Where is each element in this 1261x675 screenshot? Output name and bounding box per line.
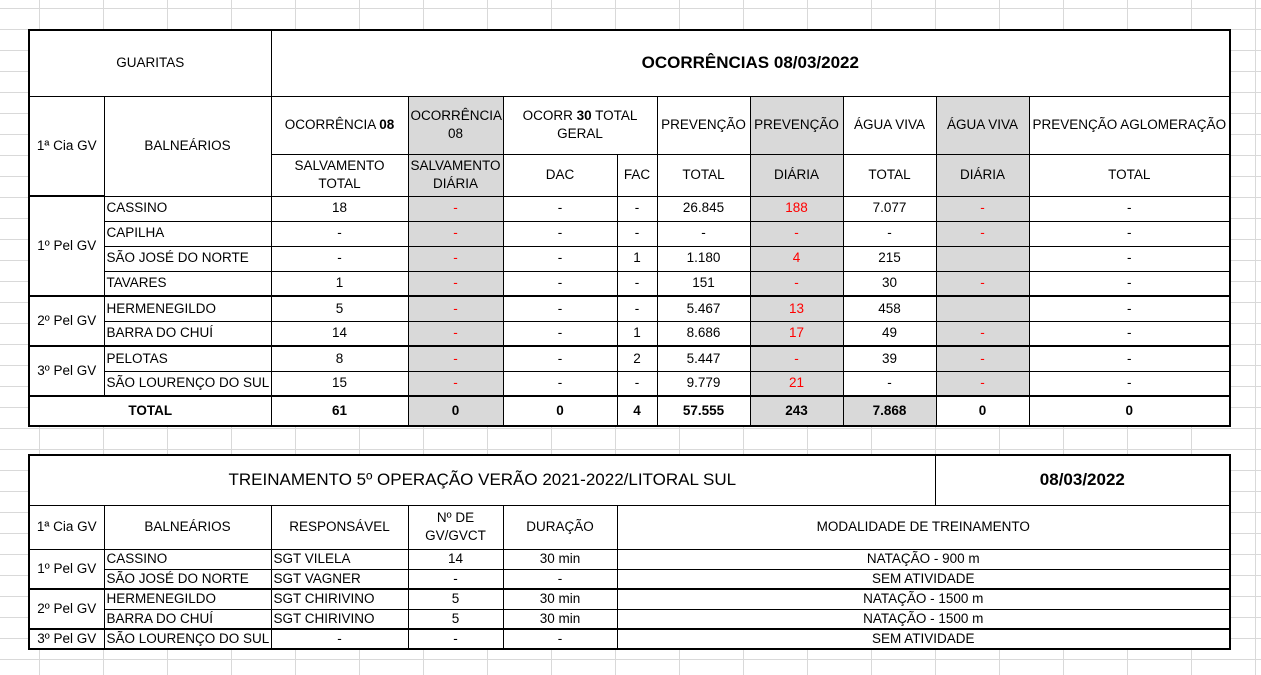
agua-viva-daily-header: ÁGUA VIVA <box>936 96 1029 154</box>
salvamento-diaria: - <box>408 271 503 296</box>
agua-viva-diaria: - <box>936 321 1029 346</box>
duracao-value: - <box>503 569 617 589</box>
fac-value: 1 <box>617 246 657 271</box>
responsavel-value: SGT VAGNER <box>271 569 408 589</box>
total-label: TOTAL <box>29 396 271 426</box>
prevencao-total: 5.447 <box>657 346 750 371</box>
aglomeracao-total: - <box>1029 196 1230 221</box>
pel-label: 1º Pel GV <box>29 196 104 296</box>
beach-name: HERMENEGILDO <box>104 296 271 321</box>
agua-viva-total: - <box>843 371 936 396</box>
modalidade-value: NATAÇÃO - 1500 m <box>617 609 1230 629</box>
occurrences-table <box>28 29 1231 427</box>
modalidade-value: NATAÇÃO - 900 m <box>617 549 1230 569</box>
duracao-value: - <box>503 629 617 649</box>
training-title: TREINAMENTO 5º OPERAÇÃO VERÃO 2021-2022/LITORAL SUL <box>29 455 935 505</box>
prevencao-total: - <box>657 221 750 246</box>
responsavel-value: SGT CHIRIVINO <box>271 589 408 609</box>
aglomeracao-total: - <box>1029 296 1230 321</box>
prevencao-total: 5.467 <box>657 296 750 321</box>
beach-name: HERMENEGILDO <box>104 589 271 609</box>
salvamento-total: - <box>271 246 408 271</box>
salvamento-diaria: - <box>408 321 503 346</box>
duracao-value: 30 min <box>503 589 617 609</box>
modalidade-value: NATAÇÃO - 1500 m <box>617 589 1230 609</box>
cia-header: 1ª Cia GV <box>29 505 104 549</box>
ocorrencia-header: OCORRÊNCIA 08 <box>271 96 408 154</box>
prev-total-header: TOTAL <box>657 154 750 196</box>
fac-value: - <box>617 296 657 321</box>
agua-viva-total: 30 <box>843 271 936 296</box>
occurrences-title: OCORRÊNCIAS 08/03/2022 <box>271 30 1230 96</box>
num-gv-header: Nº DE GV/GVCT <box>408 505 503 549</box>
beach-name: TAVARES <box>104 271 271 296</box>
dac-value: - <box>503 271 617 296</box>
agua-viva-total: 215 <box>843 246 936 271</box>
fac-value: 1 <box>617 321 657 346</box>
responsavel-value: SGT VILELA <box>271 549 408 569</box>
prevencao-diaria: 21 <box>750 371 843 396</box>
agua-viva-total: 49 <box>843 321 936 346</box>
prev-diaria-header: DIÁRIA <box>750 154 843 196</box>
beach-name: PELOTAS <box>104 346 271 371</box>
fac-value: - <box>617 196 657 221</box>
salvamento-total: 1 <box>271 271 408 296</box>
pel-label: 3º Pel GV <box>29 629 104 649</box>
agua-total-header: TOTAL <box>843 154 936 196</box>
dac-value: - <box>503 196 617 221</box>
prevencao-diaria: 13 <box>750 296 843 321</box>
modalidade-value: SEM ATIVIDADE <box>617 569 1230 589</box>
prevencao-diaria: 188 <box>750 196 843 221</box>
total-prevencao: 57.555 <box>657 396 750 426</box>
prevencao-total: 9.779 <box>657 371 750 396</box>
num-gv-value: 5 <box>408 589 503 609</box>
beach-name: SÃO LOURENÇO DO SUL <box>104 629 271 649</box>
prevencao-total: 8.686 <box>657 321 750 346</box>
modalidade-value: SEM ATIVIDADE <box>617 629 1230 649</box>
agua-viva-total: 7.077 <box>843 196 936 221</box>
pel-label: 2º Pel GV <box>29 589 104 629</box>
dac-value: - <box>503 246 617 271</box>
total-dac: 0 <box>503 396 617 426</box>
total-salvamento-diaria: 0 <box>408 396 503 426</box>
num-gv-value: 5 <box>408 609 503 629</box>
agua-viva-diaria <box>936 296 1029 321</box>
dac-value: - <box>503 371 617 396</box>
total-salvamento: 61 <box>271 396 408 426</box>
aglomeracao-total: - <box>1029 271 1230 296</box>
aglomeracao-header: PREVENÇÃO AGLOMERAÇÃO <box>1029 96 1230 154</box>
num-gv-value: 14 <box>408 549 503 569</box>
salvamento-diaria: - <box>408 221 503 246</box>
training-date: 08/03/2022 <box>935 455 1230 505</box>
agua-viva-header: ÁGUA VIVA <box>843 96 936 154</box>
salvamento-diaria: - <box>408 196 503 221</box>
prevencao-header: PREVENÇÃO <box>657 96 750 154</box>
duracao-value: 30 min <box>503 549 617 569</box>
agua-viva-diaria: - <box>936 196 1029 221</box>
modalidade-header: MODALIDADE DE TREINAMENTO <box>617 505 1230 549</box>
dac-value: - <box>503 296 617 321</box>
prevencao-diaria: 4 <box>750 246 843 271</box>
prevencao-diaria: - <box>750 346 843 371</box>
prevencao-total: 26.845 <box>657 196 750 221</box>
num-gv-value: - <box>408 569 503 589</box>
salvamento-total: 5 <box>271 296 408 321</box>
prevencao-total: 151 <box>657 271 750 296</box>
beach-name: CAPILHA <box>104 221 271 246</box>
agua-viva-diaria: - <box>936 371 1029 396</box>
aglomeracao-total: - <box>1029 371 1230 396</box>
beach-name: BARRA DO CHUÍ <box>104 609 271 629</box>
aglomeracao-total: - <box>1029 246 1230 271</box>
pel-label: 1º Pel GV <box>29 549 104 589</box>
aglomeracao-total: - <box>1029 221 1230 246</box>
beach-name: SÃO JOSÉ DO NORTE <box>104 246 271 271</box>
beach-name: SÃO JOSÉ DO NORTE <box>104 569 271 589</box>
beach-name: CASSINO <box>104 549 271 569</box>
dac-header: DAC <box>503 154 617 196</box>
training-table <box>28 454 1231 650</box>
guaritas-header: GUARITAS <box>29 30 271 96</box>
responsavel-value: - <box>271 629 408 649</box>
agua-viva-diaria <box>936 246 1029 271</box>
dac-value: - <box>503 321 617 346</box>
agua-viva-total: 39 <box>843 346 936 371</box>
prevencao-diaria: 17 <box>750 321 843 346</box>
fac-value: 2 <box>617 346 657 371</box>
salvamento-total: 18 <box>271 196 408 221</box>
balnearios-header: BALNEÁRIOS <box>104 96 271 196</box>
salvamento-diaria: - <box>408 346 503 371</box>
aglomeracao-total: - <box>1029 346 1230 371</box>
duracao-header: DURAÇÃO <box>503 505 617 549</box>
total-prevencao-diaria: 243 <box>750 396 843 426</box>
aglomeracao-total: - <box>1029 321 1230 346</box>
pel-label: 2º Pel GV <box>29 296 104 346</box>
aglom-total-header: TOTAL <box>1029 154 1230 196</box>
fac-value: - <box>617 371 657 396</box>
prevencao-diaria: - <box>750 271 843 296</box>
agua-viva-total: 458 <box>843 296 936 321</box>
beach-name: BARRA DO CHUÍ <box>104 321 271 346</box>
agua-viva-diaria: - <box>936 271 1029 296</box>
prevencao-diaria: - <box>750 221 843 246</box>
salvamento-diaria: - <box>408 371 503 396</box>
salvamento-diaria: - <box>408 246 503 271</box>
cia-header: 1ª Cia GV <box>29 96 104 196</box>
prevencao-daily-header: PREVENÇÃO <box>750 96 843 154</box>
agua-diaria-header: DIÁRIA <box>936 154 1029 196</box>
pel-label: 3º Pel GV <box>29 346 104 396</box>
fac-header: FAC <box>617 154 657 196</box>
salvamento-total: 15 <box>271 371 408 396</box>
responsavel-header: RESPONSÁVEL <box>271 505 408 549</box>
salvamento-diaria: - <box>408 296 503 321</box>
salvamento-diaria-header: SALVAMENTO DIÁRIA <box>408 154 503 196</box>
prevencao-total: 1.180 <box>657 246 750 271</box>
dac-value: - <box>503 346 617 371</box>
beach-name: SÃO LOURENÇO DO SUL <box>104 371 271 396</box>
salvamento-total-header: SALVAMENTO TOTAL <box>271 154 408 196</box>
duracao-value: 30 min <box>503 609 617 629</box>
ocorrencia-daily-header: OCORRÊNCIA 08 <box>408 96 503 154</box>
fac-value: - <box>617 221 657 246</box>
total-agua-viva-diaria: 0 <box>936 396 1029 426</box>
agua-viva-total: - <box>843 221 936 246</box>
salvamento-total: 8 <box>271 346 408 371</box>
responsavel-value: SGT CHIRIVINO <box>271 609 408 629</box>
total-agua-viva: 7.868 <box>843 396 936 426</box>
num-gv-value: - <box>408 629 503 649</box>
dac-value: - <box>503 221 617 246</box>
salvamento-total: - <box>271 221 408 246</box>
total-fac: 4 <box>617 396 657 426</box>
fac-value: - <box>617 271 657 296</box>
ocorr-total-geral-header: OCORR 30 TOTAL GERAL <box>503 96 657 154</box>
agua-viva-diaria: - <box>936 346 1029 371</box>
balnearios-header: BALNEÁRIOS <box>104 505 271 549</box>
salvamento-total: 14 <box>271 321 408 346</box>
agua-viva-diaria: - <box>936 221 1029 246</box>
beach-name: CASSINO <box>104 196 271 221</box>
total-aglomeracao: 0 <box>1029 396 1230 426</box>
